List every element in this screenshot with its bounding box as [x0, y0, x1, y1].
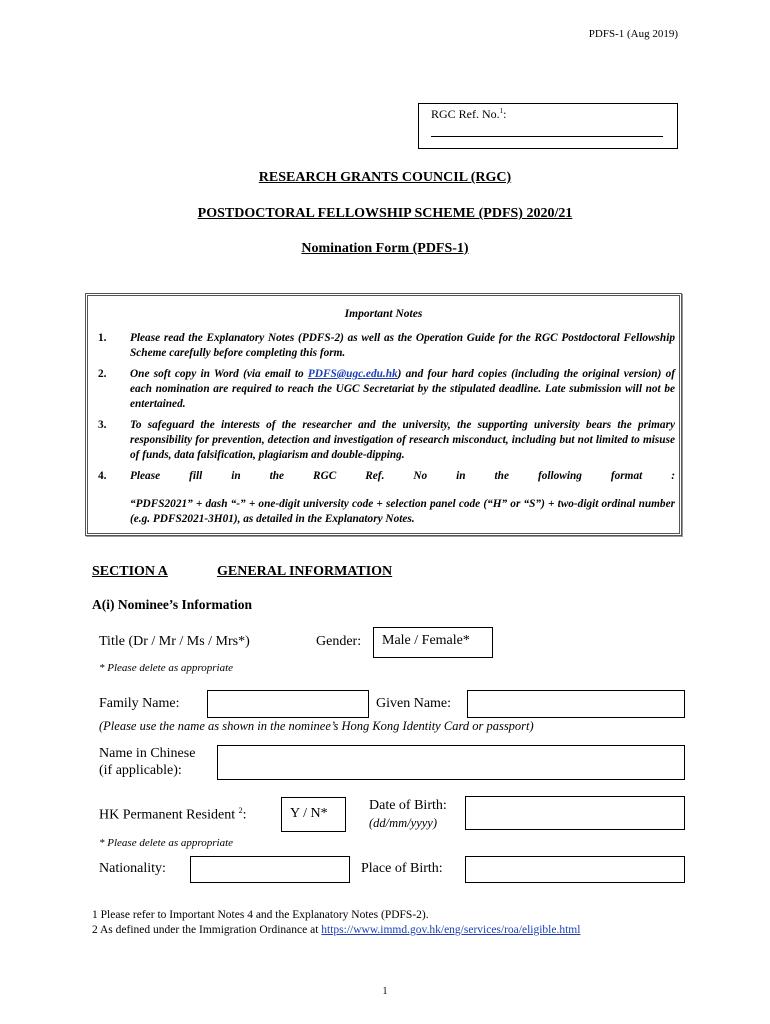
name-note: (Please use the name as shown in the nominee’s Hong Kong Identity Card or passport) [99, 719, 534, 733]
given-name-label: Given Name: [376, 696, 452, 711]
note-text [130, 367, 675, 412]
rgc-ref-label-text: RGC Ref. No. [431, 107, 500, 121]
hk-resident-choice[interactable]: Y / N* [281, 797, 346, 832]
footnote-marker-2: 2 [238, 806, 243, 815]
page-number: 1 [382, 986, 388, 997]
note-text: To safeguard the interests of the researcher and the university, the supporting university bears the primary responsibility for prevention, detection and investigation of research misconduct, including but not limited to misuse of funds, data falsification, plagiarism and double-dipping. [130, 419, 675, 461]
note-text-part: One soft copy in Word (via email to [130, 368, 308, 380]
note-text-part: ) and four hard copies (including the original version) of each nomination are required to reach the UGC Secretariat by the stipulated deadline. Late submission will not be entertained. [130, 368, 675, 410]
footnote-marker-1: 1 [499, 107, 504, 115]
family-name-field[interactable] [207, 690, 369, 718]
important-notes-box [85, 293, 682, 536]
nationality-label: Nationality: [99, 861, 166, 876]
note-text: Please read the Explanatory Notes (PDFS-2) as well as the Operation Guide for the RGC Postdoctoral Fellowship Scheme carefully before completing this form. [130, 332, 675, 359]
dob-label: Date of Birth: [369, 798, 447, 813]
note-number: 3. [98, 419, 107, 431]
note-text: Please fill in the RGC Ref. No in the following format : [130, 470, 675, 482]
scheme-title: POSTDOCTORAL FELLOWSHIP SCHEME (PDFS) 2020/21 [197, 206, 573, 221]
dob-field[interactable] [465, 796, 685, 830]
note-number: 4. [98, 470, 107, 482]
rgc-ref-input-line[interactable] [431, 136, 663, 137]
note-number: 1. [98, 332, 107, 344]
important-notes-title: Important Notes [344, 308, 423, 320]
section-a-title: GENERAL INFORMATION [217, 564, 393, 579]
footnote-2 [92, 924, 580, 936]
hk-resident-colon: : [242, 807, 247, 823]
note-format-text: “PDFS2021” + dash “-” + one-digit university code + selection panel code (“H” or “S”) + two-digit ordinal number (e.g. PDFS2021-3H01), as detailed in the Explanatory Notes. [130, 498, 675, 525]
place-of-birth-label: Place of Birth: [361, 861, 443, 876]
rgc-ref-box [418, 103, 678, 149]
chinese-name-label-1: Name in Chinese [99, 746, 196, 761]
gender-choice[interactable]: Male / Female* [373, 627, 493, 658]
form-title: Nomination Form (PDFS-1) [301, 241, 469, 256]
title-label: Title (Dr / Mr / Ms / Mrs*) [99, 634, 250, 649]
nominee-info-heading: A(i) Nominee’s Information [92, 597, 252, 612]
section-a-label: SECTION A [92, 564, 168, 579]
gender-label: Gender: [316, 634, 362, 649]
nationality-field[interactable] [190, 856, 350, 883]
chinese-name-label-2: (if applicable): [99, 763, 182, 778]
rgc-ref-label [431, 107, 507, 122]
delete-note-2: * Please delete as appropriate [99, 837, 234, 849]
council-title: RESEARCH GRANTS COUNCIL (RGC) [258, 170, 512, 185]
form-code: PDFS-1 (Aug 2019) [588, 28, 678, 40]
family-name-label: Family Name: [99, 696, 180, 711]
dob-format: (dd/mm/yyyy) [369, 816, 438, 830]
footnote-2-text: 2 As defined under the Immigration Ordinance at [92, 924, 322, 936]
footnote-1: 1 Please refer to Important Notes 4 and the Explanatory Notes (PDFS-2). [92, 909, 429, 921]
rgc-ref-colon: : [503, 107, 507, 121]
place-of-birth-field[interactable] [465, 856, 685, 883]
email-link[interactable]: PDFS@ugc.edu.hk [307, 368, 398, 380]
note-number: 2. [98, 368, 107, 380]
immigration-link[interactable]: https://www.immd.gov.hk/eng/services/roa/eligible.html [321, 924, 581, 936]
hk-resident-label [99, 806, 246, 824]
chinese-name-field[interactable] [217, 745, 685, 780]
hk-resident-label-text: HK Permanent Resident [99, 807, 236, 823]
delete-note: * Please delete as appropriate [99, 662, 234, 674]
given-name-field[interactable] [467, 690, 685, 718]
